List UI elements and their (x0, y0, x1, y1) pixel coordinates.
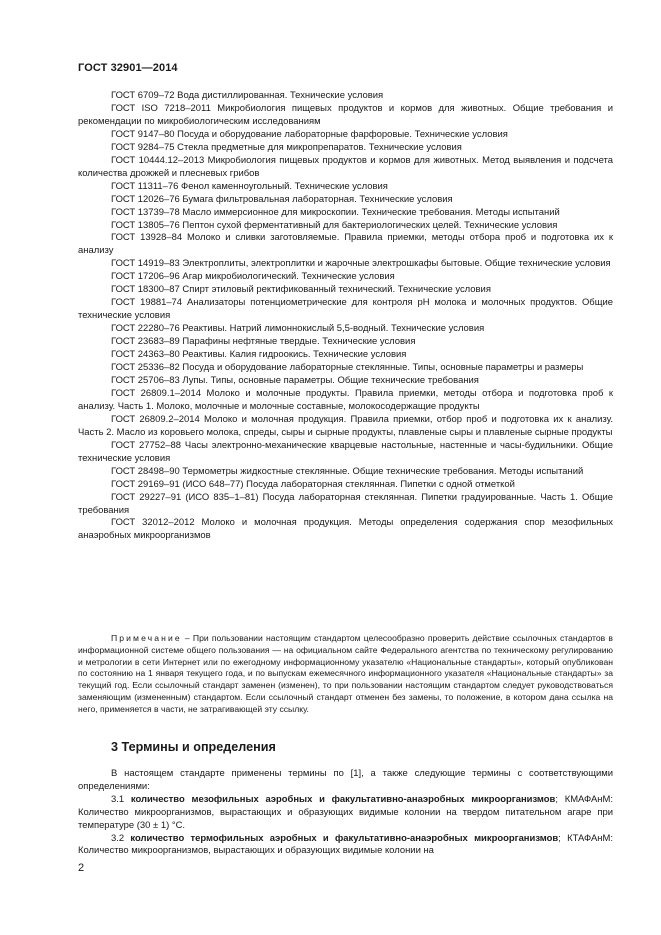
reference-item: ГОСТ 22280–76 Реактивы. Натрий лимоннокислый 5,5-водный. Технические условия (111, 323, 485, 335)
document-header: ГОСТ 32901—2014 (78, 62, 178, 74)
term-number: 3.1 (111, 793, 131, 805)
reference-item: ГОСТ 17206–96 Агар микробиологический. Технические условия (111, 271, 395, 283)
term-name: количество термофильных аэробных и факультативно-анаэробных микроорганизмов (130, 832, 559, 844)
reference-item: ГОСТ ISO 7218–2011 Микробиология пищевых продуктов и кормов для животных. Общие требования и рекомендации по микробиологическим исследованиям (78, 102, 613, 127)
reference-item: ГОСТ 6709–72 Вода дистиллированная. Технические условия (111, 90, 384, 101)
reference-item: ГОСТ 9284–75 Стекла предметные для микропрепаратов. Технические условия (111, 141, 462, 153)
reference-item: ГОСТ 13739–78 Масло иммерсионное для микроскопии. Технические требования. Методы испытаний (111, 206, 560, 218)
reference-item: ГОСТ 25706–83 Лупы. Типы, основные параметры. Общие технические требования (111, 374, 479, 386)
reference-item: ГОСТ 25336–82 Посуда и оборудование лабораторные стеклянные. Типы, основные параметры и размеры (111, 362, 584, 374)
reference-item: ГОСТ 26809.1–2014 Молоко и молочные продукты. Правила приемки, методы отбора и подготовка проб к анализу. Часть 1. Молоко, молочные и молочные составные, молокосодержащие продукты (78, 387, 613, 412)
reference-item: ГОСТ 23683–89 Парафины нефтяные твердые. Технические условия (111, 336, 416, 348)
note-paragraph (78, 633, 613, 716)
reference-item: ГОСТ 13928–84 Молоко и сливки заготовляемые. Правила приемки, методы отбора проб и подготовка их к анализу (78, 232, 613, 257)
reference-item: ГОСТ 12026–76 Бумага фильтровальная лабораторная. Технические условия (111, 193, 453, 205)
reference-item: ГОСТ 27752–88 Часы электронно-механические кварцевые настольные, настенные и часы-будильники. Общие технические условия (78, 439, 613, 464)
page-number: 2 (78, 862, 85, 874)
reference-item: ГОСТ 14919–83 Электроплиты, электроплитки и жарочные электрошкафы бытовые. Общие технические условия (111, 258, 611, 270)
normative-references-list (78, 90, 613, 543)
section-heading: 3 Термины и определения (111, 740, 276, 754)
reference-item: ГОСТ 13805–76 Пептон сухой ферментативный для бактериологических целей. Технические условия (111, 219, 558, 231)
note-block (78, 633, 613, 716)
term-number: 3.2 (111, 832, 131, 844)
reference-item: ГОСТ 9147–80 Посуда и оборудование лабораторные фарфоровые. Технические условия (111, 128, 508, 140)
reference-item: ГОСТ 18300–87 Спирт этиловый ректификованный технический. Технические условия (111, 284, 491, 296)
reference-item: ГОСТ 26809.2–2014 Молоко и молочная продукция. Правила приемки, отбор проб и подготовка их к анализу. Часть 2. Масло из коровьего молока, спреды, сыры и сырные продукты, плавленые сыры и плавленые сырные продукты (78, 413, 613, 438)
reference-item: ГОСТ 29169–91 (ИСО 648–77) Посуда лабораторная стеклянная. Пипетки с одной отметкой (111, 478, 515, 490)
reference-item: ГОСТ 19881–74 Анализаторы потенциометрические для контроля pH молока и молочных продуктов. Общие технические условия (78, 297, 613, 322)
reference-item: ГОСТ 29227–91 (ИСО 835–1–81) Посуда лабораторная стеклянная. Пипетки градуированные. Часть 1. Общие требования (78, 491, 613, 516)
term-3-2 (78, 833, 613, 859)
term-definition: ; КМАФАнМ: Количество микроорганизмов, вырастающих и образующих видимые колонии на твердом питательном агаре при температуре (30 ± 1) °С. (78, 793, 613, 831)
note-text: – При пользовании настоящим стандартом целесообразно проверить действие ссылочных стандартов в информационной системе общего пользования — на официальном сайте Федерального агентства по техническому регулированию и метрологии в сети Интернет или по ежегодному информационному указателю «Национальные стандарты», который опубликован по состоянию на 1 января текущего года, и по выпускам ежемесячного информационного указателя «Национальные стандарты» за текущий год. Если ссылочный стандарт заменен (изменен), то при пользовании настоящим стандартом следует руководствоваться заменяющим (измененным) стандартом. Если ссылочный стандарт отменен без замены, то положение, в котором дана ссылка на него, применяется в части, не затрагивающей эту ссылку. (78, 633, 613, 714)
note-label: Примечание (111, 633, 182, 643)
term-3-1 (78, 794, 613, 833)
reference-item: ГОСТ 24363–80 Реактивы. Калия гидроокись. Технические условия (111, 349, 407, 361)
terms-intro: В настоящем стандарте применены термины по [1], а также следующие термины с соответствующими определениями: (78, 768, 613, 792)
reference-item: ГОСТ 32012–2012 Молоко и молочная продукция. Методы определения содержания спор мезофильных анаэробных микроорганизмов (78, 517, 613, 542)
term-name: количество мезофильных аэробных и факультативно-анаэробных микроорганизмов (130, 793, 556, 805)
term-definition: ; КТАФАнМ: Количество микроорганизмов, вырастающих и образующих видимые колонии на (78, 832, 613, 857)
terms-block (78, 768, 613, 858)
reference-item: ГОСТ 10444.12–2013 Микробиология пищевых продуктов и кормов для животных. Метод выявления и подсчета количества дрожжей и плесневых грибов (78, 154, 613, 179)
reference-item: ГОСТ 11311–76 Фенол каменноугольный. Технические условия (111, 180, 388, 192)
reference-item: ГОСТ 28498–90 Термометры жидкостные стеклянные. Общие технические требования. Методы испытаний (111, 465, 584, 477)
